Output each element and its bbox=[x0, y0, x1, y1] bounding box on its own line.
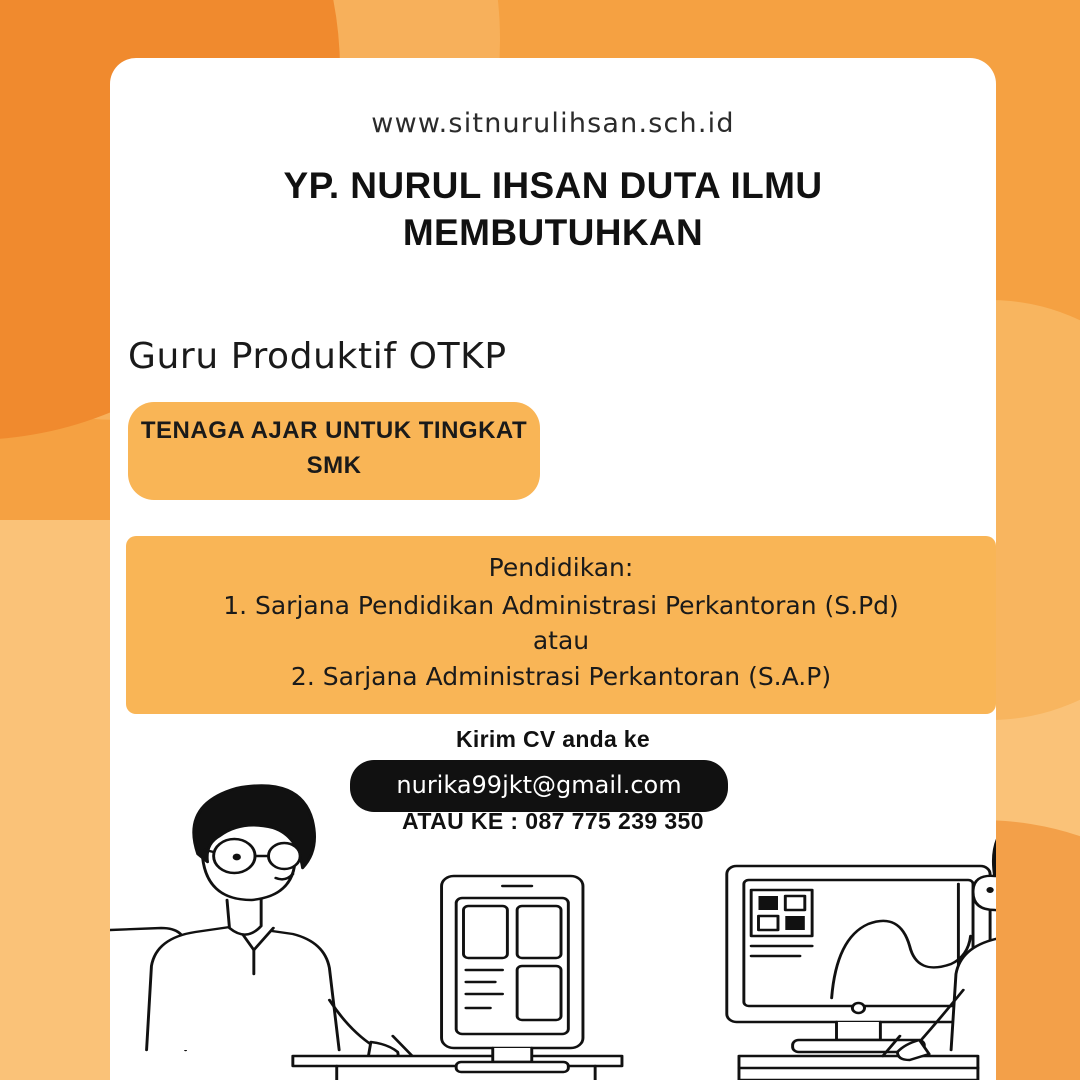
level-badge: TENAGA AJAR UNTUK TINGKAT SMK bbox=[128, 402, 540, 500]
cv-instruction-label: Kirim CV anda ke bbox=[456, 726, 650, 752]
education-requirement-2: 2. Sarjana Administrasi Perkantoran (S.A.P) bbox=[290, 661, 832, 691]
education-requirement-1: 1. Sarjana Pendidikan Administrasi Perkantoran (S.Pd) bbox=[223, 590, 899, 620]
website-url: www.sitnurulihsan.sch.id bbox=[371, 108, 735, 139]
people-at-computers-illustration bbox=[110, 750, 996, 1080]
education-conjunction: atau bbox=[532, 626, 590, 655]
education-heading: Pendidikan: bbox=[488, 553, 634, 582]
contact-email-badge[interactable]: nurika99jkt@gmail.com bbox=[350, 760, 728, 812]
contact-phone-text: ATAU KE : 087 775 239 350 bbox=[402, 808, 704, 834]
job-position-title: Guru Produktif OTKP bbox=[128, 336, 507, 377]
education-requirements-box bbox=[126, 536, 996, 714]
content-card bbox=[110, 58, 996, 1080]
page-title: YP. NURUL IHSAN DUTA ILMU MEMBUTUHKAN bbox=[283, 165, 823, 254]
